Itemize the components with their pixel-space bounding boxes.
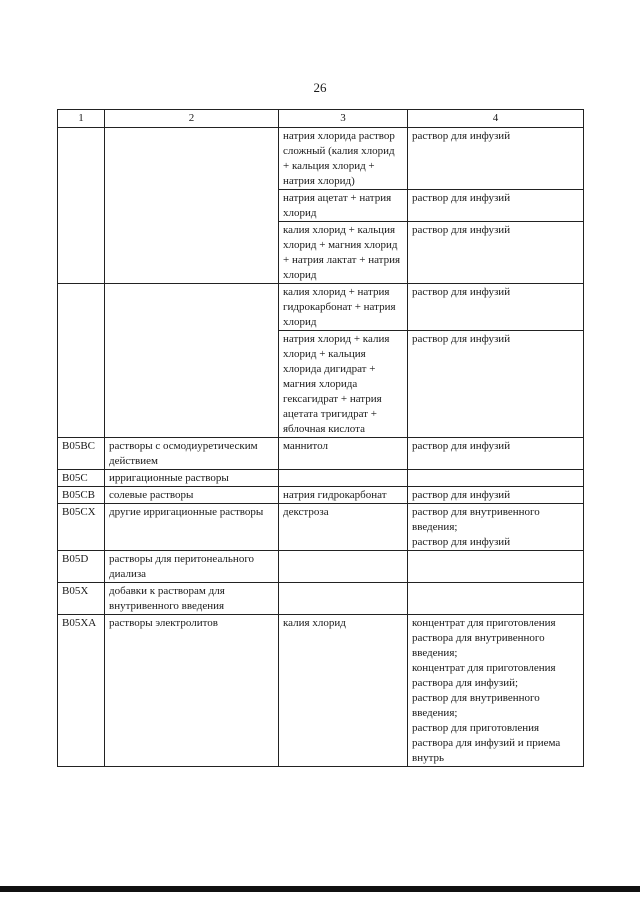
table-row: [58, 128, 584, 190]
group-name-cell: добавки к растворам для внутривенного введения: [105, 583, 279, 615]
table-row: [58, 551, 584, 583]
dosage-form-cell: раствор для инфузий: [408, 331, 584, 438]
dosage-form-cell: раствор для инфузий: [408, 438, 584, 470]
dosage-form-cell: концентрат для приготовления раствора для внутривенного введения; концентрат для приготовления раствора для инфузий; раствор для внутривенного введения; раствор для приготовления раствора для инфузий и приема внутрь: [408, 615, 584, 767]
medication-table: [57, 109, 584, 767]
table-row: [58, 504, 584, 551]
substance-cell: калия хлорид + натрия гидрокарбонат + натрия хлорид: [279, 284, 408, 331]
group-name-cell: [105, 128, 279, 284]
dosage-form-cell: раствор для инфузий: [408, 128, 584, 190]
dosage-form-cell: раствор для инфузий: [408, 190, 584, 222]
group-name-cell: растворы с осмодиуретическим действием: [105, 438, 279, 470]
atc-code-cell: B05BC: [58, 438, 105, 470]
dosage-form-cell: раствор для инфузий: [408, 487, 584, 504]
group-name-cell: [105, 284, 279, 438]
group-name-cell: другие ирригационные растворы: [105, 504, 279, 551]
table-row: [58, 583, 584, 615]
substance-cell: [279, 583, 408, 615]
table-row: [58, 470, 584, 487]
dosage-form-cell: [408, 551, 584, 583]
table-body: [58, 128, 584, 767]
page-number: 26: [313, 80, 327, 95]
substance-cell: [279, 470, 408, 487]
table-row: [58, 615, 584, 767]
atc-code-cell: B05D: [58, 551, 105, 583]
group-name-cell: растворы для перитонеального диализа: [105, 551, 279, 583]
substance-cell: натрия хлорида раствор сложный (калия хлорид + кальция хлорид + натрия хлорид): [279, 128, 408, 190]
substance-cell: натрия ацетат + натрия хлорид: [279, 190, 408, 222]
table-row: [58, 487, 584, 504]
substance-cell: [279, 551, 408, 583]
table-row: [58, 284, 584, 331]
atc-code-cell: [58, 284, 105, 438]
bottom-rule: [0, 886, 640, 892]
table-header-row: [58, 110, 584, 128]
atc-code-cell: B05X: [58, 583, 105, 615]
group-name-cell: растворы электролитов: [105, 615, 279, 767]
dosage-form-cell: раствор для инфузий: [408, 222, 584, 284]
dosage-form-cell: [408, 583, 584, 615]
substance-cell: декстроза: [279, 504, 408, 551]
substance-cell: натрия гидрокарбонат: [279, 487, 408, 504]
atc-code-cell: B05XA: [58, 615, 105, 767]
substance-cell: натрия хлорид + калия хлорид + кальция хлорида дигидрат + магния хлорида гексагидрат + натрия ацетата тригидрат + яблочная кислота: [279, 331, 408, 438]
dosage-form-cell: [408, 470, 584, 487]
atc-code-cell: B05CX: [58, 504, 105, 551]
dosage-form-cell: раствор для инфузий: [408, 284, 584, 331]
column-header-3: 3: [279, 110, 408, 128]
table-row: [58, 438, 584, 470]
substance-cell: калия хлорид: [279, 615, 408, 767]
atc-code-cell: B05CB: [58, 487, 105, 504]
group-name-cell: ирригационные растворы: [105, 470, 279, 487]
group-name-cell: солевые растворы: [105, 487, 279, 504]
column-header-1: 1: [58, 110, 105, 128]
substance-cell: маннитол: [279, 438, 408, 470]
column-header-2: 2: [105, 110, 279, 128]
substance-cell: калия хлорид + кальция хлорид + магния хлорид + натрия лактат + натрия хлорид: [279, 222, 408, 284]
atc-code-cell: [58, 128, 105, 284]
atc-code-cell: B05C: [58, 470, 105, 487]
dosage-form-cell: раствор для внутривенного введения; раствор для инфузий: [408, 504, 584, 551]
column-header-4: 4: [408, 110, 584, 128]
